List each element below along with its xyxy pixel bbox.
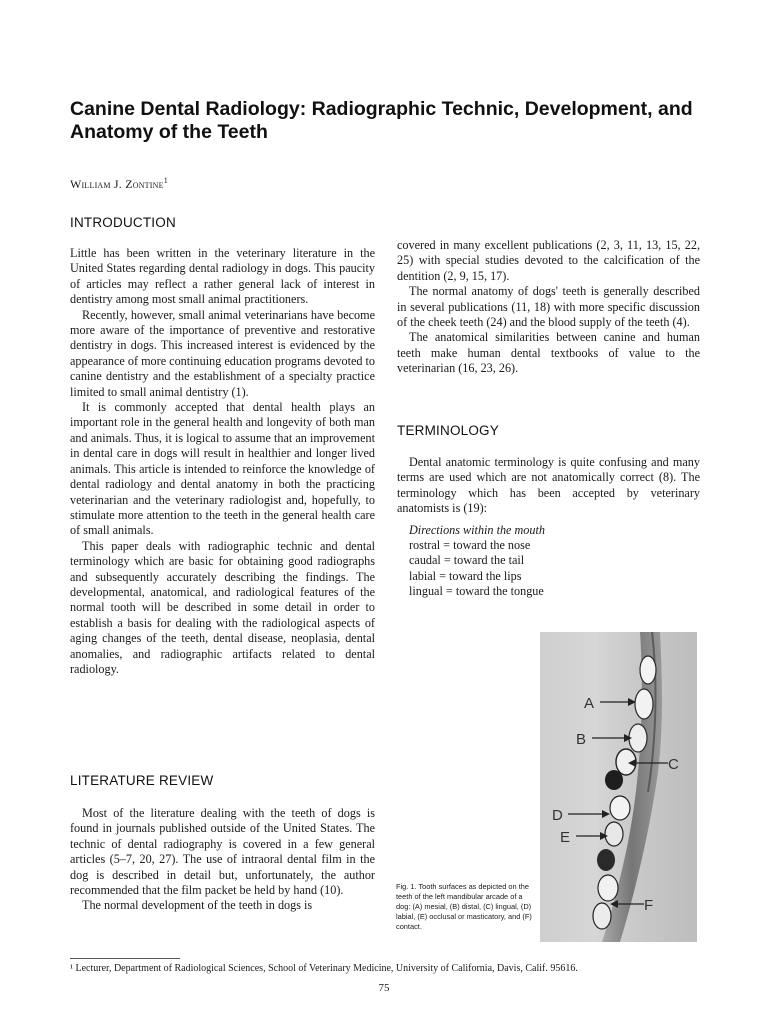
intro-paragraph: Little has been written in the veterinary literature in the United States regarding dental radiology in dogs. This paucity of articles may reflect a rather general lack of interest in dentistry among most small animal practitioners. (70, 246, 375, 307)
author-footnote-mark: 1 (163, 176, 168, 185)
right-paragraph: covered in many excellent publications (2, 3, 11, 13, 15, 22, 25) with special studies devoted to the calcification of the dentition (2, 9, 15, 17). (397, 238, 700, 283)
direction-item: rostral = toward the nose (409, 538, 531, 553)
right-paragraph: The normal anatomy of dogs' teeth is generally described in several publications (11, 18) with more specific discussion of the cheek teeth (24) and the blood supply of the teeth (4). (397, 284, 700, 330)
direction-item: labial = toward the lips (409, 568, 522, 583)
terminology-body (397, 455, 700, 600)
figure-caption: Fig. 1. Tooth surfaces as depicted on the teeth of the left mandibular arcade of a dog: (A) mesial, (B) distal, (C) lingual, (D) labial, (E) occlusal or masticatory, and (F) contact. (396, 882, 532, 931)
literature-review-body (70, 806, 375, 914)
intro-paragraph: Recently, however, small animal veterinarians have become more aware of the importance of preventive and restorative dentistry in dogs. This increased interest is evidenced by the appearance of more continuing education programs devoted to canine dentistry and the establishment of a specialty practice limited to small animal dentistry (1). (70, 307, 375, 399)
terminology-paragraph: Dental anatomic terminology is quite confusing and many terms are used which are not anatomically correct (8). The terminology which has been accepted by veterinary anatomists is (19): (397, 455, 700, 516)
directions-heading: Directions within the mouth (409, 522, 545, 537)
introduction-heading: INTRODUCTION (70, 215, 176, 230)
footnote-rule (70, 958, 180, 959)
intro-paragraph: This paper deals with radiographic technic and dental terminology which are basic for obtaining good radiographs and subsequently accurately describing the findings. The developmental, anatomical, and radiological features of the normal tooth will be described in some detail in order to establish a basis for dealing with the radiological aspects of aging changes of the teeth, dental disease, neoplasia, dental anomalies, and radiographic artifacts related to dental radiology. (70, 538, 375, 676)
introduction-body (70, 246, 375, 677)
figure-label-e: E (560, 829, 571, 846)
figure-label-a: A (584, 695, 595, 712)
author-byline (70, 176, 168, 192)
lit-paragraph: The normal development of the teeth in dogs is (82, 898, 313, 913)
direction-item: caudal = toward the tail (409, 553, 525, 568)
figure-label-f: F (644, 897, 654, 914)
article-title: Canine Dental Radiology: Radiographic Technic, Development, and Anatomy of the Teeth (70, 98, 693, 143)
right-column-continued (397, 238, 700, 377)
figure-label-d: D (552, 807, 563, 824)
direction-item: lingual = toward the tongue (409, 584, 544, 599)
radiograph-image (540, 632, 697, 942)
lit-paragraph: Most of the literature dealing with the teeth of dogs is found in journals published outside of the United States. The technic of dental radiography is covered in a few general articles (5–7, 20, 27). The use of intraoral dental film in the dog is described in detail but, unfortunately, the author recommended that the film packet be held by hand (10). (70, 806, 375, 898)
terminology-heading: TERMINOLOGY (397, 423, 499, 438)
figure-label-b: B (576, 731, 587, 748)
dental-radiograph-figure (540, 632, 697, 942)
intro-paragraph: It is commonly accepted that dental health plays an important role in the general health and longevity of both man and animals. Thus, it is logical to assume that an improvement in dental care in dogs will result in healthier and longer lived animals. This article is intended to reinforce the knowledge of dental radiology and dental anatomy in both the practicing veterinarian and the veterinary radiologist and, hopefully, to stimulate more attention to the teeth in the general health care of small animals. (70, 400, 375, 538)
right-paragraph: The anatomical similarities between canine and human teeth make human dental textbooks of value to the veterinarian (16, 23, 26). (397, 330, 700, 376)
author-name: William J. Zontine (70, 177, 164, 191)
literature-review-heading: LITERATURE REVIEW (70, 773, 214, 788)
figure-label-c: C (668, 756, 679, 773)
page-number: 75 (378, 982, 390, 994)
footnote: ¹ Lecturer, Department of Radiological Sciences, School of Veterinary Medicine, University of California, Davis, Calif. 95616. (70, 963, 578, 974)
